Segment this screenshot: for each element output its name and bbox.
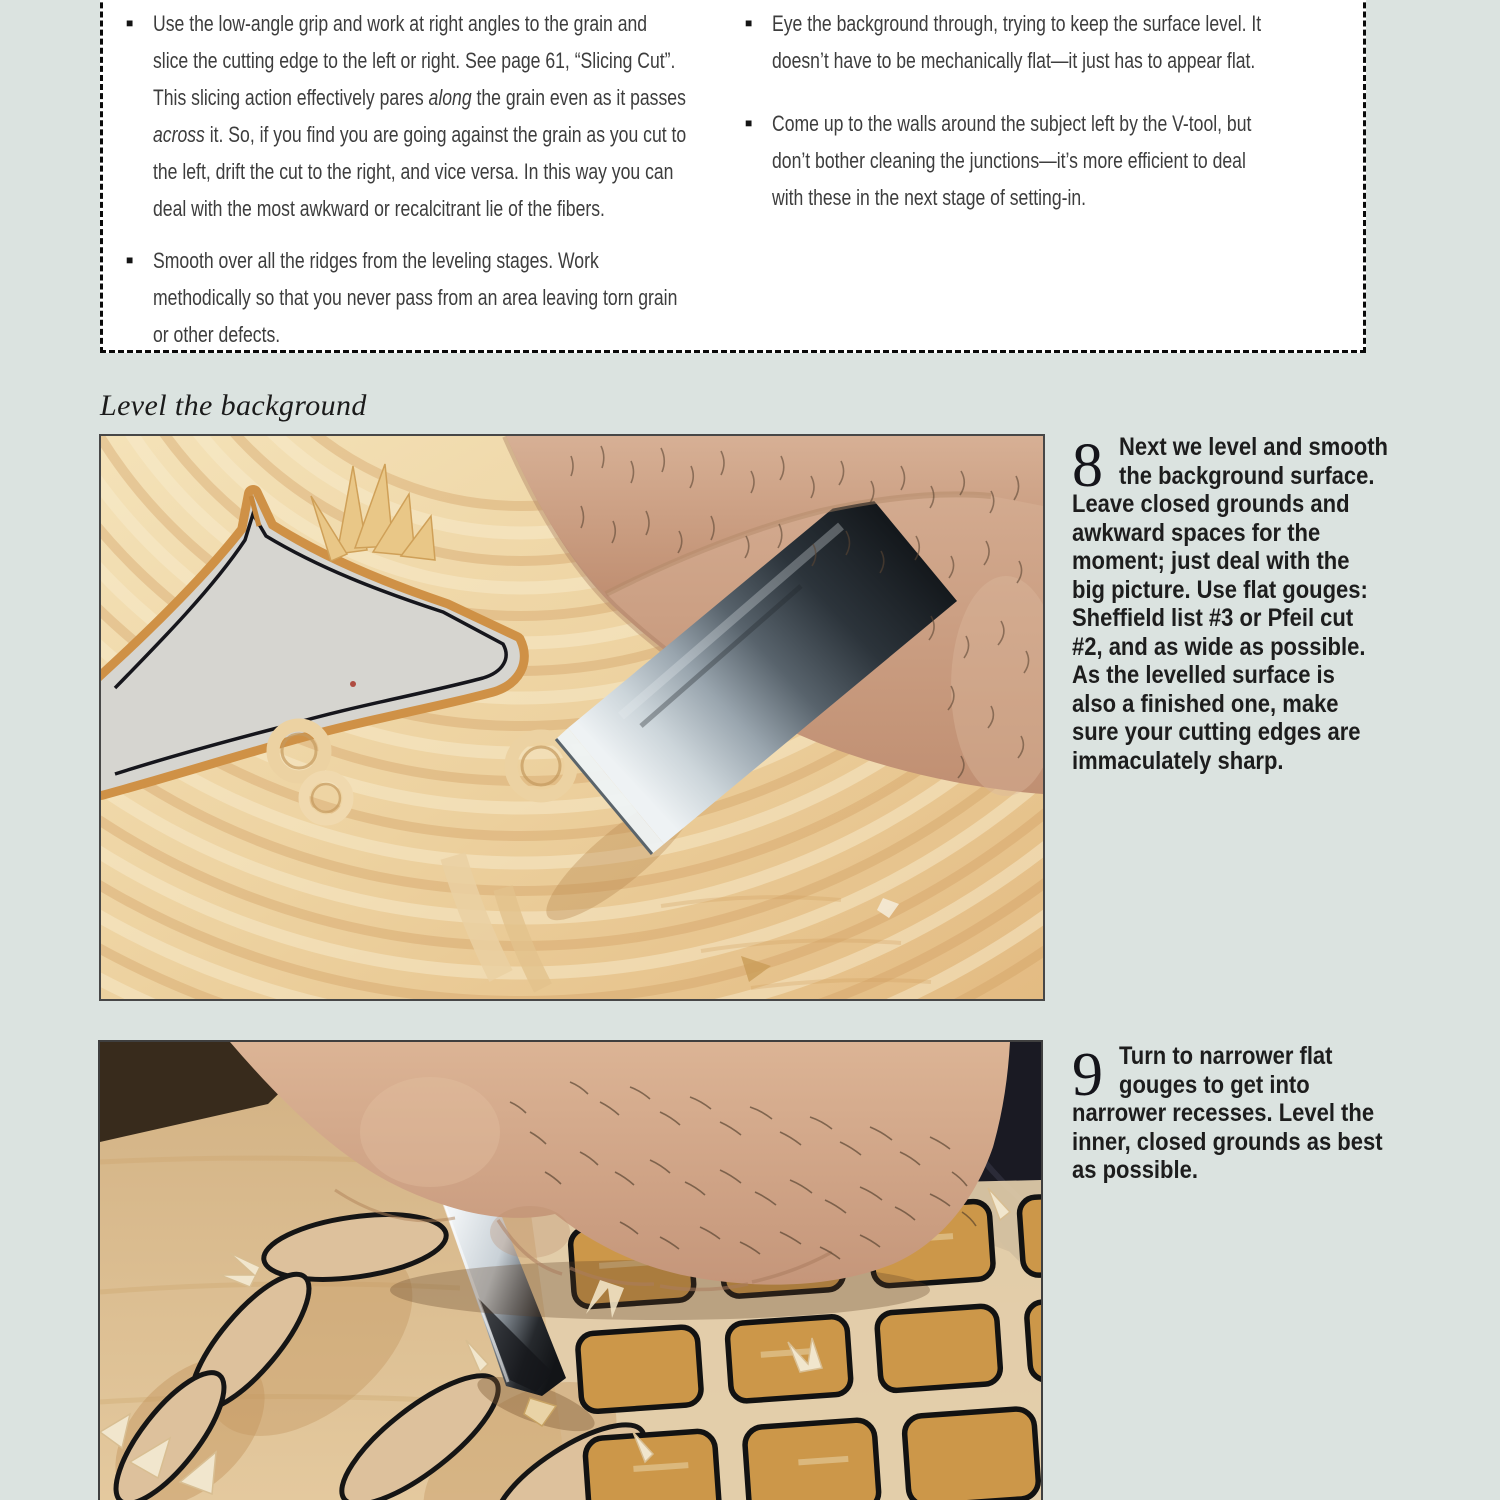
step-line: Turn to narrower flat [1119, 1042, 1333, 1070]
step-line: moment; just deal with the [1072, 547, 1350, 575]
step-9 [1072, 1042, 1422, 1185]
photo1-illustration [101, 436, 1043, 999]
step-line: Leave closed grounds and [1072, 490, 1350, 518]
step-8 [1072, 433, 1422, 775]
step-line: awkward spaces for the [1072, 518, 1321, 547]
photo-leveling-recesses [98, 1040, 1043, 1500]
bullet-line: the left, drift the cut to the right, and vice versa. In this way you can [153, 159, 674, 184]
step-line: narrower recesses. Level the [1072, 1099, 1375, 1127]
tips-box [100, 0, 1366, 353]
bullet-line: don’t bother cleaning the junctions—it’s more efficient to deal [772, 148, 1246, 173]
bullet-square-icon: ■ [745, 16, 753, 30]
photo2-illustration [100, 1042, 1041, 1500]
step-8-number: 8 [1072, 432, 1103, 500]
bullet-item [125, 242, 717, 353]
bullet-line: Use the low-angle grip and work at right angles to the grain and [153, 11, 648, 36]
step-line: Sheffield list #3 or Pfeil cut [1072, 604, 1354, 632]
bullet-line: with these in the next stage of setting-in. [772, 185, 1087, 210]
step-line: big picture. Use flat gouges: [1072, 575, 1368, 604]
bullet-item [744, 5, 1344, 79]
step-line: #2, and as wide as possible. [1072, 632, 1366, 661]
step-line: inner, closed grounds as best [1072, 1127, 1383, 1156]
bullet-line: deal with the most awkward or recalcitrant lie of the fibers. [153, 196, 605, 221]
step-line: sure your cutting edges are [1072, 718, 1361, 746]
photo-leveling-background [99, 434, 1045, 1001]
step-line: gouges to get into [1119, 1070, 1310, 1099]
bullet-line: or other defects. [153, 322, 281, 347]
bullet-line: Come up to the walls around the subject left by the V-tool, but [772, 111, 1252, 136]
bullet-square-icon: ■ [126, 16, 134, 30]
step-line: the background surface. [1119, 461, 1375, 490]
bullet-item [744, 105, 1344, 216]
tips-column-left [125, 5, 717, 350]
step-line: Next we level and smooth [1119, 433, 1388, 461]
step-line: as possible. [1072, 1156, 1198, 1184]
bullet-line: slice the cutting edge to the left or right. See page 61, “Slicing Cut”. [153, 48, 676, 73]
bullet-line: across it. So, if you find you are going against the grain as you cut to [153, 122, 687, 147]
bullet-line: methodically so that you never pass from an area leaving torn grain [153, 285, 678, 310]
tips-column-right [744, 5, 1344, 350]
bullet-item [125, 5, 717, 227]
bullet-line: This slicing action effectively pares along the grain even as it passes [153, 85, 686, 110]
bullet-square-icon: ■ [126, 253, 134, 267]
bullet-line: Eye the background through, trying to keep the surface level. It [772, 11, 1262, 36]
step-9-number: 9 [1072, 1041, 1103, 1109]
bullet-line: Smooth over all the ridges from the leveling stages. Work [153, 248, 599, 273]
section-heading: Level the background [100, 389, 367, 422]
step-line: also a finished one, make [1072, 689, 1339, 718]
step-line: immaculately sharp. [1072, 746, 1284, 775]
bullet-square-icon: ■ [745, 116, 753, 130]
step-line: As the levelled surface is [1072, 661, 1335, 689]
bullet-line: doesn’t have to be mechanically flat—it just has to appear flat. [772, 48, 1256, 73]
